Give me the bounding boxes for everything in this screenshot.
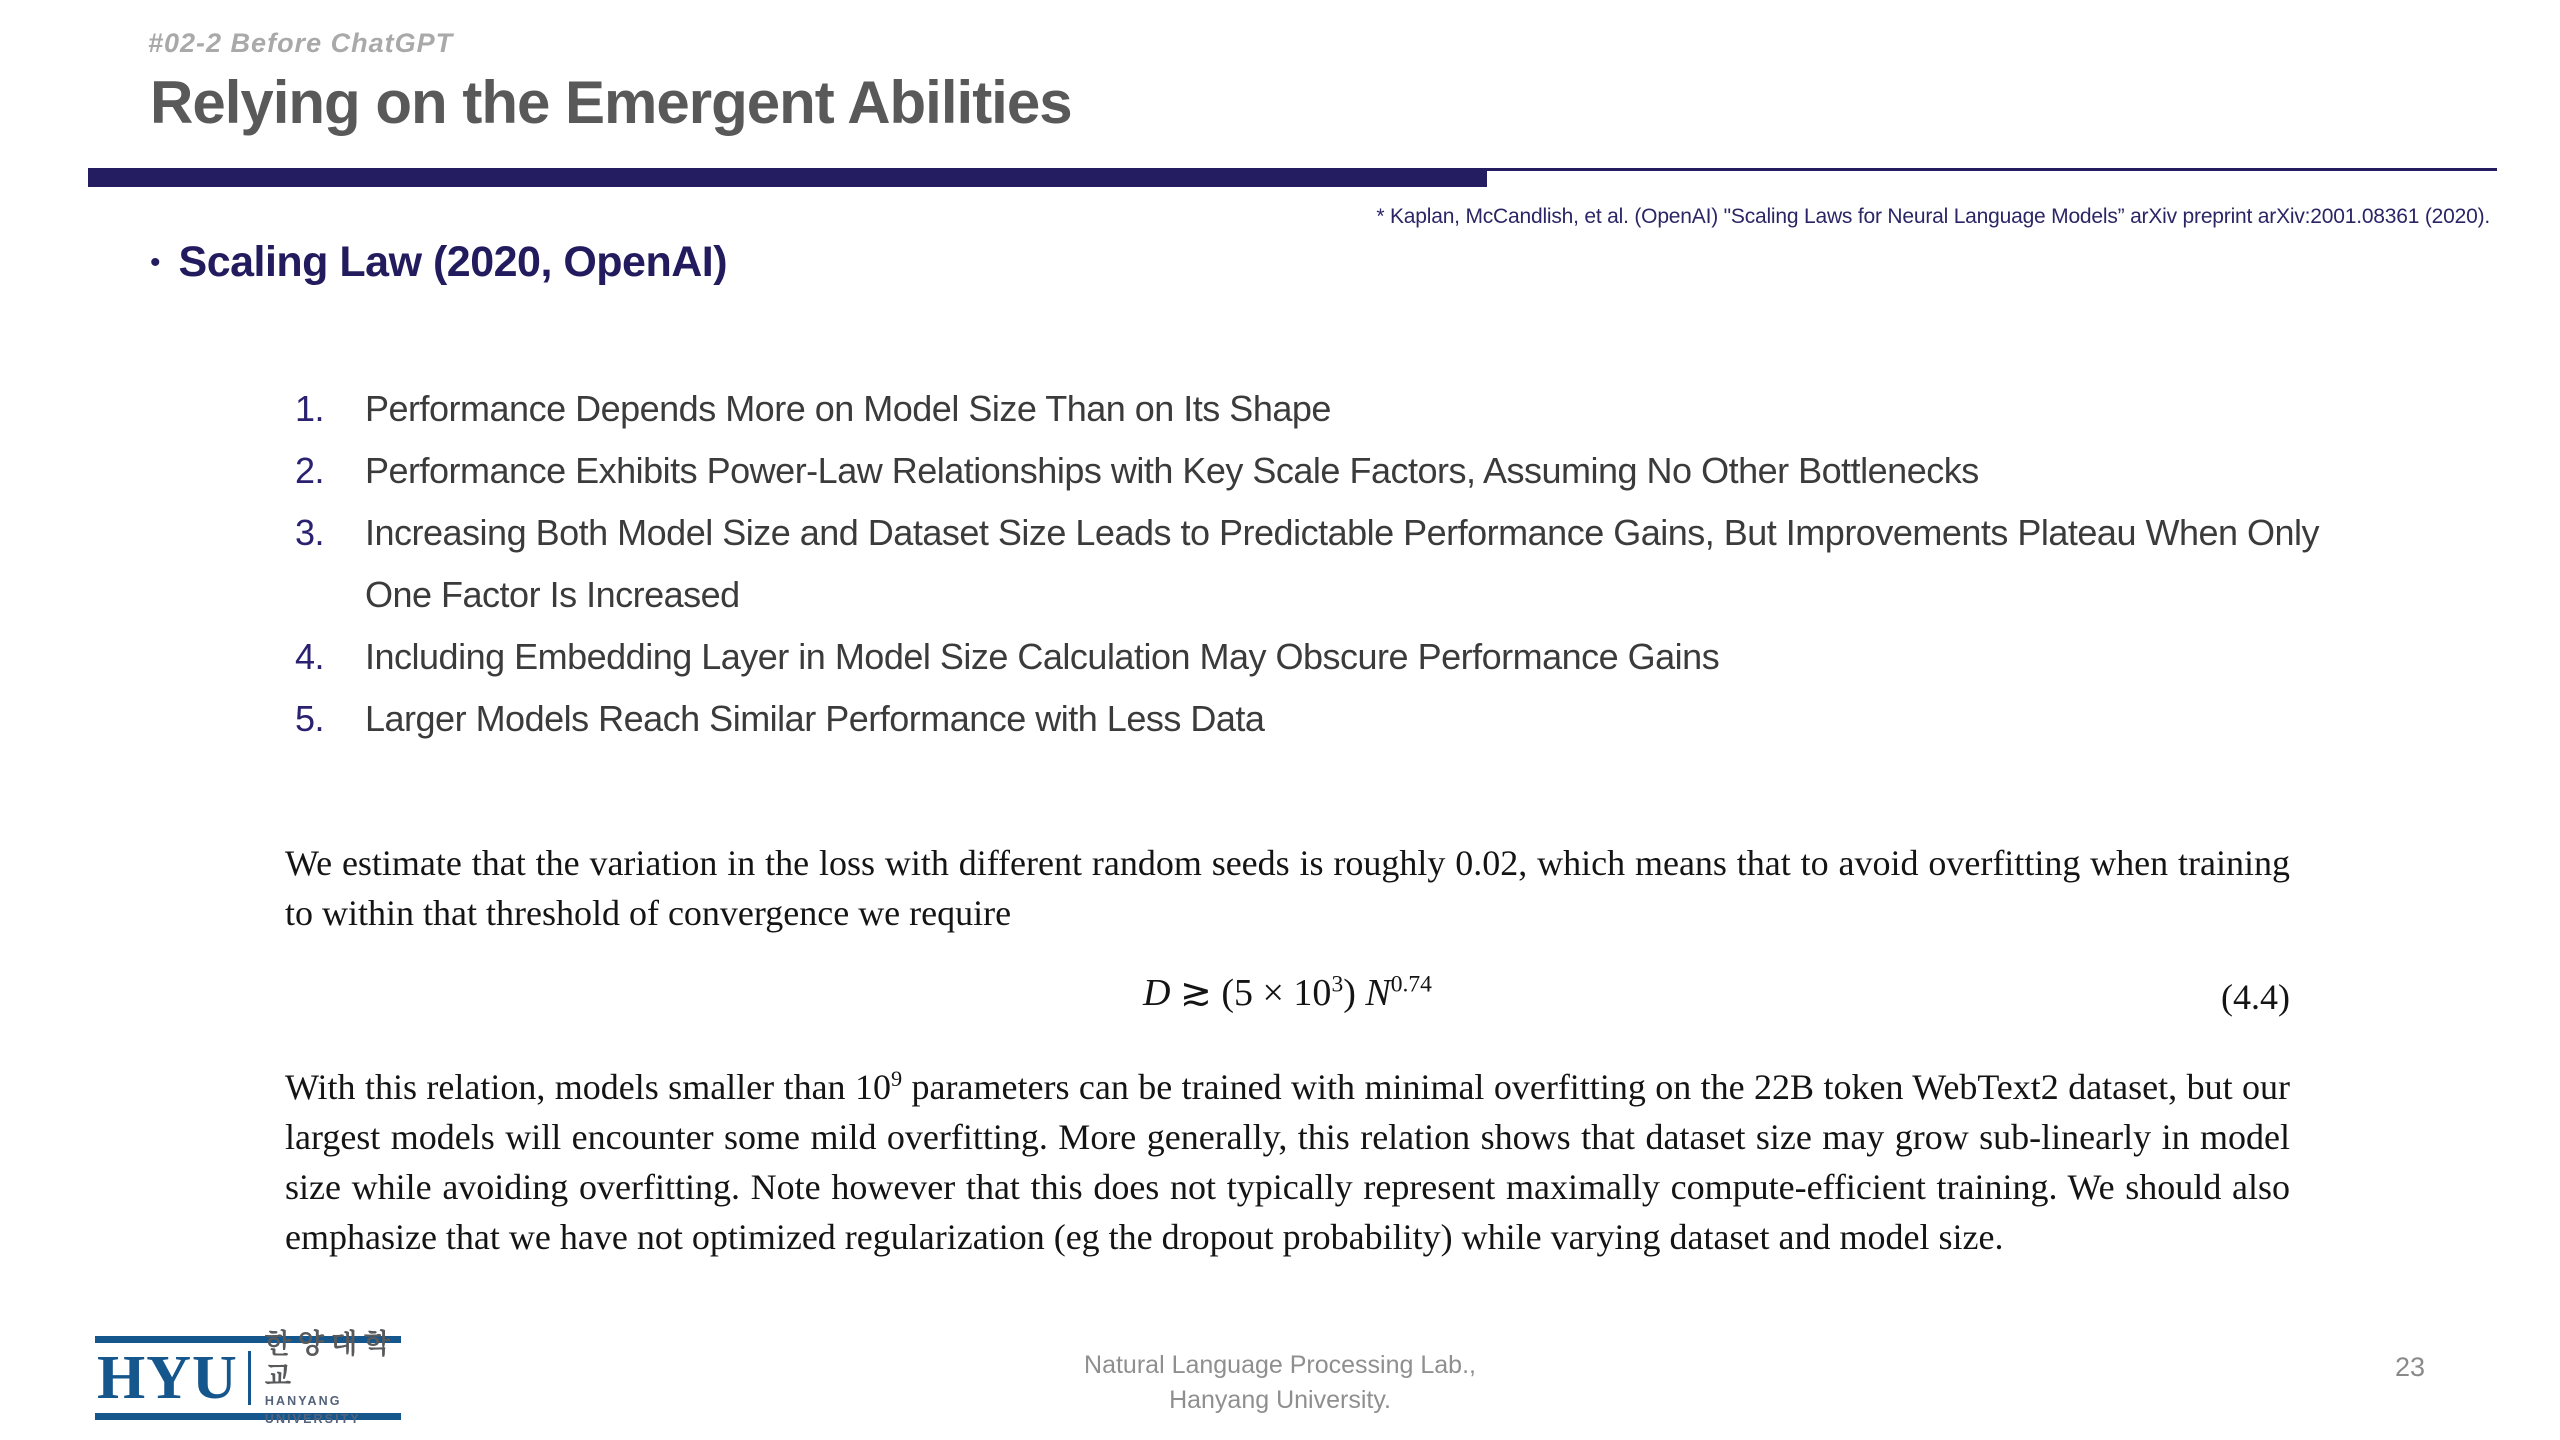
finding-text: Performance Exhibits Power-Law Relationships with Key Scale Factors, Assuming No Other Bottlenecks	[365, 450, 1979, 491]
finding-item	[295, 440, 2365, 502]
finding-number: 4.	[295, 636, 325, 677]
finding-text: Performance Depends More on Model Size Than on Its Shape	[365, 388, 1331, 429]
equation-open: (5 × 10	[1221, 972, 1332, 1014]
equation-relation: ≳	[1170, 972, 1222, 1014]
finding-item	[295, 502, 2365, 626]
finding-item	[295, 626, 2365, 688]
logo-korean-name: 한양대학교	[264, 1329, 398, 1391]
logo-english-name: HANYANG UNIVERSITY	[264, 1394, 361, 1426]
finding-text: Increasing Both Model Size and Dataset Size Leads to Predictable Performance Gains, But Improvements Plateau When Only One Factor Is Increased	[365, 512, 2320, 615]
logo-acronym: HYU	[97, 1344, 238, 1412]
slide-title: Relying on the Emergent Abilities	[150, 69, 1072, 136]
eyebrow-label: #02-2 Before ChatGPT	[148, 28, 454, 58]
footer-lab-line-1: Natural Language Processing Lab.,	[1084, 1351, 1476, 1379]
section-heading: Scaling Law (2020, OpenAI)	[178, 238, 728, 286]
excerpt-paragraph-2	[285, 1062, 2290, 1262]
page-number: 23	[2395, 1352, 2426, 1382]
finding-text: Including Embedding Layer in Model Size Calculation May Obscure Performance Gains	[365, 636, 1720, 677]
equation-lhs: D	[1143, 972, 1171, 1014]
finding-number: 2.	[295, 450, 325, 491]
paragraph-2-text: With this relation, models smaller than 10	[285, 1067, 891, 1107]
equation-number-tag: (4.4)	[2221, 977, 2290, 1017]
paragraph-2-superscript: 9	[890, 1066, 903, 1091]
findings-list	[295, 378, 2365, 750]
finding-number: 5.	[295, 698, 325, 739]
finding-text: Larger Models Reach Similar Performance with Less Data	[365, 698, 1265, 739]
finding-item	[295, 688, 2365, 750]
bullet-icon: •	[150, 245, 161, 279]
equation-variable: N	[1365, 972, 1391, 1014]
finding-number: 3.	[295, 512, 325, 553]
paragraph-2-text: parameters can be trained with minimal overfitting on the 22B token WebText2 dataset, but our largest models will encounter some mild overfitting. More generally, this relation shows that dataset size may grow sub-linearly in model size while avoiding overfitting. Note however that this does not typically represent maximally compute-efficient training. We should also emphasize that we have not optimized regularization (eg the dropout probability) while varying dataset and model size.	[285, 1067, 2290, 1257]
citation-note: * Kaplan, McCandlish, et al. (OpenAI) "Scaling Laws for Neural Language Models” arXiv preprint arXiv:2001.08361 (2020).	[1376, 205, 2490, 228]
equation-exponent: 0.74	[1390, 971, 1432, 998]
equation	[285, 970, 2290, 1028]
paper-excerpt	[285, 838, 2290, 1262]
finding-item	[295, 378, 2365, 440]
section-heading-row	[150, 238, 727, 287]
footer-lab-line-2: Hanyang University.	[1169, 1386, 1391, 1414]
footer-lab-name	[0, 1348, 2560, 1418]
excerpt-paragraph-1: We estimate that the variation in the loss with different random seeds is roughly 0.02, which means that to avoid overfitting when training to within that threshold of convergence we require	[285, 843, 2290, 933]
equation-close: )	[1343, 972, 1366, 1014]
finding-number: 1.	[295, 388, 325, 429]
equation-exponent: 3	[1331, 971, 1344, 998]
title-underline-accent-bar	[88, 168, 1487, 187]
